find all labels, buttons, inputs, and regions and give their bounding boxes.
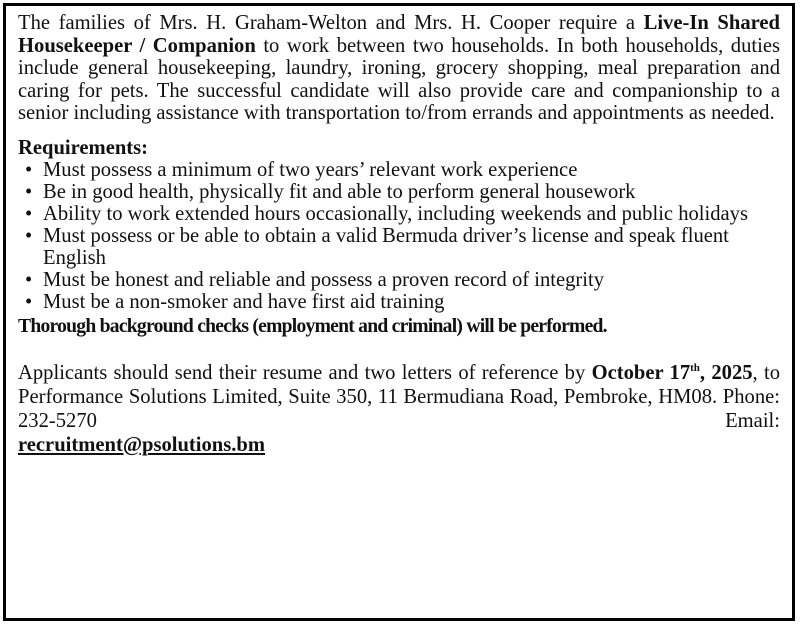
- deadline-date: October 17th, 2025: [591, 361, 753, 384]
- application-text-2: , to Performance Solutions Limited, Suite 350, 11 Bermudiana Road, Pembroke, HM08. Phone: 232-5270 Email:: [18, 361, 780, 432]
- position-title: Live-In Shared Housekeeper / Companion: [18, 12, 780, 57]
- date-suffix: th: [690, 361, 700, 374]
- requirement-item: • Ability to work extended hours occasionally, including weekends and public holidays: [18, 203, 780, 225]
- intro-text-1: The families of Mrs. H. Graham-Welton and Mrs. H. Cooper require a: [18, 12, 635, 34]
- requirement-item: • Must be honest and reliable and possess a proven record of integrity: [18, 269, 780, 291]
- background-check-notice: Thorough background checks (employment and criminal) will be performed.: [18, 315, 607, 337]
- intro-paragraph: [18, 12, 780, 125]
- application-paragraph: [18, 361, 780, 457]
- ad-content: [18, 12, 780, 457]
- requirements-list: [18, 159, 780, 313]
- application-text-1: Applicants should send their resume and two letters of reference by: [18, 361, 586, 384]
- intro-text-2: to work between two households. In both households, duties include general housekeeping, laundry, ironing, grocery shopping, meal preparation and caring for pets. The successful candidate will also provide care and companionship to a senior including assistance with transportation to/from errands and appointments as needed.: [18, 34, 780, 124]
- requirement-item: • Must possess or be able to obtain a valid Bermuda driver’s license and speak fluent English: [18, 225, 780, 269]
- requirement-item: • Must be a non-smoker and have first aid training: [18, 291, 780, 313]
- requirement-item: • Be in good health, physically fit and able to perform general housework: [18, 181, 780, 203]
- email-link[interactable]: recruitment@psolutions.bm: [18, 433, 266, 456]
- requirement-item: • Must possess a minimum of two years’ relevant work experience: [18, 159, 780, 181]
- job-advertisement: [3, 3, 795, 621]
- requirements-heading: Requirements:: [18, 136, 149, 159]
